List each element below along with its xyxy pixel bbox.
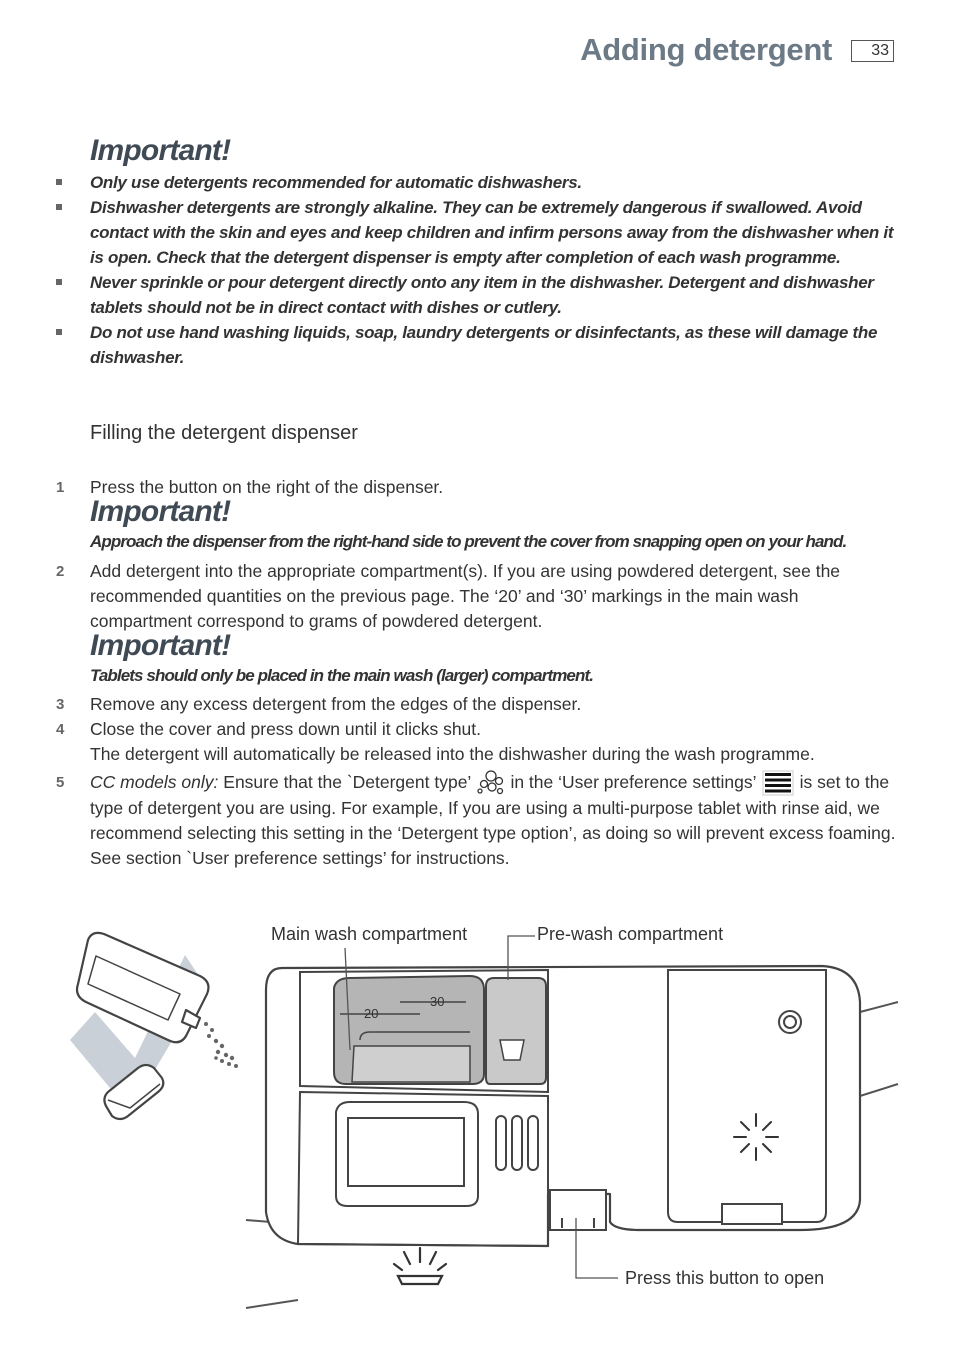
bullet-icon [56,329,62,335]
label-press-button: Press this button to open [625,1268,825,1288]
important-heading: Important! [90,495,231,528]
label-main-wash: Main wash compartment [271,924,468,944]
important-heading: Important! [90,134,231,167]
important-bullet: Only use detergents recommended for automatic dishwashers. [56,170,901,195]
page-title: Adding detergent [580,32,832,67]
open-button [550,1190,606,1230]
step-text: Close the cover and press down until it clicks shut. [90,719,482,739]
mark-30: 30 [430,994,445,1009]
bullet-icon [56,204,62,210]
step-number: 1 [56,479,65,496]
step-text: Add detergent into the appropriate compartment(s). If you are using powdered detergent, see the recommended quantities on the previous page. The ‘20’ and ‘30’ markings in the main wash compartment correspond to grams of powdered detergent. [90,561,841,631]
step-number: 5 [56,774,65,791]
important-bullet: Never sprinkle or pour detergent directly onto any item in the dishwasher. Detergent and dishwasher tablets should not be in direct contact with dishes or cutlery. [56,270,901,320]
step-2 [56,559,901,634]
important-bullet: Do not use hand washing liquids, soap, laundry detergents or disinfectants, as these will damage the dishwasher. [56,320,901,370]
important-bullet-list [56,170,901,370]
step-number: 4 [56,721,65,738]
detergent-granules [204,1022,238,1068]
step-text: Press the button on the right of the dispenser. [90,477,444,497]
main-wash-compartment [334,976,484,1084]
pre-wash-compartment [486,978,546,1084]
mark-20: 20 [364,1006,379,1021]
sparkle-icon [394,1248,446,1284]
page-number: 33 [851,40,894,62]
step-4 [56,717,901,767]
step-3 [56,692,901,717]
bullet-icon [56,279,62,285]
step-text-continued: The detergent will automatically be released into the dishwasher during the wash programme. [90,744,815,764]
step-number: 3 [56,696,65,713]
detergent-type-icon [476,770,506,796]
section-heading: Filling the detergent dispenser [90,422,358,444]
important-bullet: Dishwasher detergents are strongly alkaline. They can be extremely dangerous if swallowed. Avoid contact with the skin and eyes and keep children and infirm persons away from the dishwasher when it is open. Check that the detergent dispenser is empty after completion of each wash programme. [56,195,901,270]
dispenser-cover [668,970,826,1224]
bullet-icon [56,179,62,185]
step-number: 2 [56,563,65,580]
dispenser-illustration [0,900,954,1340]
menu-lines-icon [761,770,795,796]
important-heading: Important! [90,629,231,662]
important-note-text: Tablets should only be placed in the main wash (larger) compartment. [90,666,594,685]
step-lead: CC models only: [90,772,219,792]
label-pre-wash: Pre-wash compartment [537,924,724,944]
step-text: Remove any excess detergent from the edges of the dispenser. [90,694,582,714]
step-text: CC models only: Ensure that the `Detergent type’ in the ‘User preference settings’ is set to the type of detergent you are using. For example, If you are using a multi-purpose tablet with rinse aid, we recommend selecting this setting in the ‘Detergent type option’, as doing so will prevent excess foaming. See section `User preference settings’ for instructions. [90,772,896,869]
important-note-text: Approach the dispenser from the right-hand side to prevent the cover from snapping open on your hand. [90,532,847,551]
step-5 [56,770,901,871]
